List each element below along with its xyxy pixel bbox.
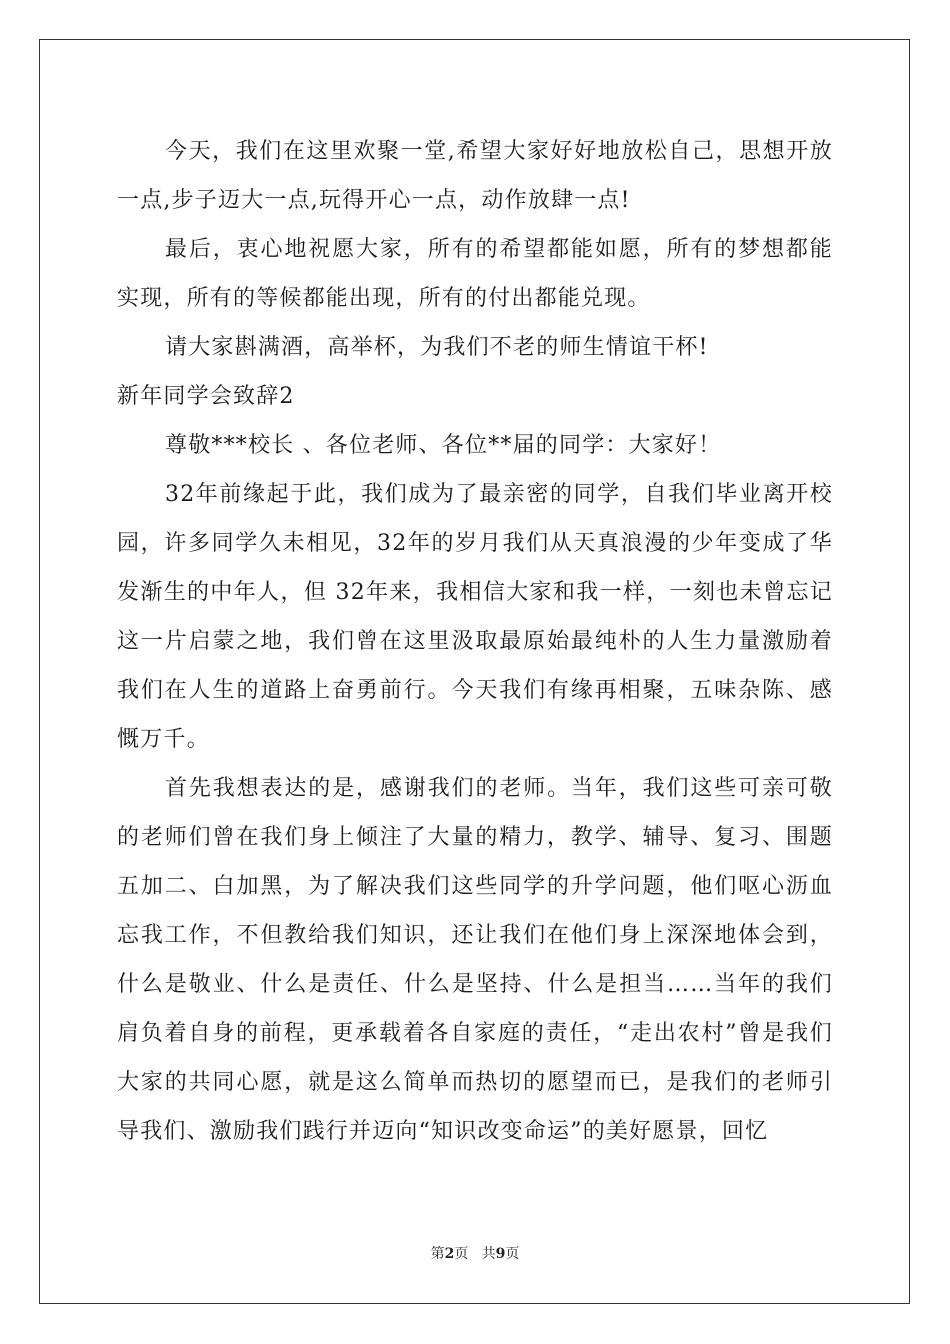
section-heading: 新年同学会致辞2 [117, 384, 295, 409]
paragraph-greeting: 尊敬***校长 、各位老师、各位**届的同学：大家好！ [165, 433, 722, 458]
paragraph-6: 首先我想表达的是，感谢我们的老师。当年，我们这些可亲可敬的老师们曾在我们身上倾注了大量的精力，教学、辅导、复习、围题五加二、白加黑，为了解决我们这些同学的升学问题，他们呕心沥血忘我工作，不但教给我们知识，还让我们在他们身上深深地体会到，什么是敬业、什么是责任、什么是坚持、什么是担当……当年的我们肩负着自身的前程，更承载着各自家庭的责任，“走出农村”曾是我们大家的共同心愿，就是这么简单而热切的愿望而已，是我们的老师引导我们、激励我们践行并迈向“知识改变命运”的美好愿景，回忆 [117, 776, 833, 1144]
paragraph-5: 32年前缘起于此，我们成为了最亲密的同学，自我们毕业离开校园，许多同学久未相见，32年的岁月我们从天真浪漫的少年变成了华发渐生的中年人，但 32年来，我相信大家和我一样，一刻也未曾忘记这一片启蒙之地，我们曾在这里汲取最原始最纯朴的人生力量激励着我们在人生的道路上奋勇前行。今天我们有缘再相聚，五味杂陈、感慨万千。 [117, 482, 833, 752]
page-number: 2 [444, 1246, 455, 1262]
paragraph-3: 请大家斟满酒，高举杯，为我们不老的师生情谊干杯! [165, 335, 709, 360]
page-footer [0, 1243, 950, 1263]
page-prefix: 第 [430, 1246, 445, 1262]
document-body [117, 127, 833, 1156]
paragraph-1: 今天，我们在这里欢聚一堂,希望大家好好地放松自己，思想开放一点,步子迈大一点,玩得开心一点，动作放肆一点! [117, 139, 833, 213]
paragraph-2: 最后，衷心地祝愿大家，所有的希望都能如愿，所有的梦想都能实现，所有的等候都能出现，所有的付出都能兑现。 [117, 237, 833, 311]
total-suffix: 页 [505, 1246, 520, 1262]
total-pages: 9 [495, 1246, 506, 1262]
page-suffix: 页 [454, 1246, 469, 1262]
total-prefix: 共 [481, 1246, 496, 1262]
